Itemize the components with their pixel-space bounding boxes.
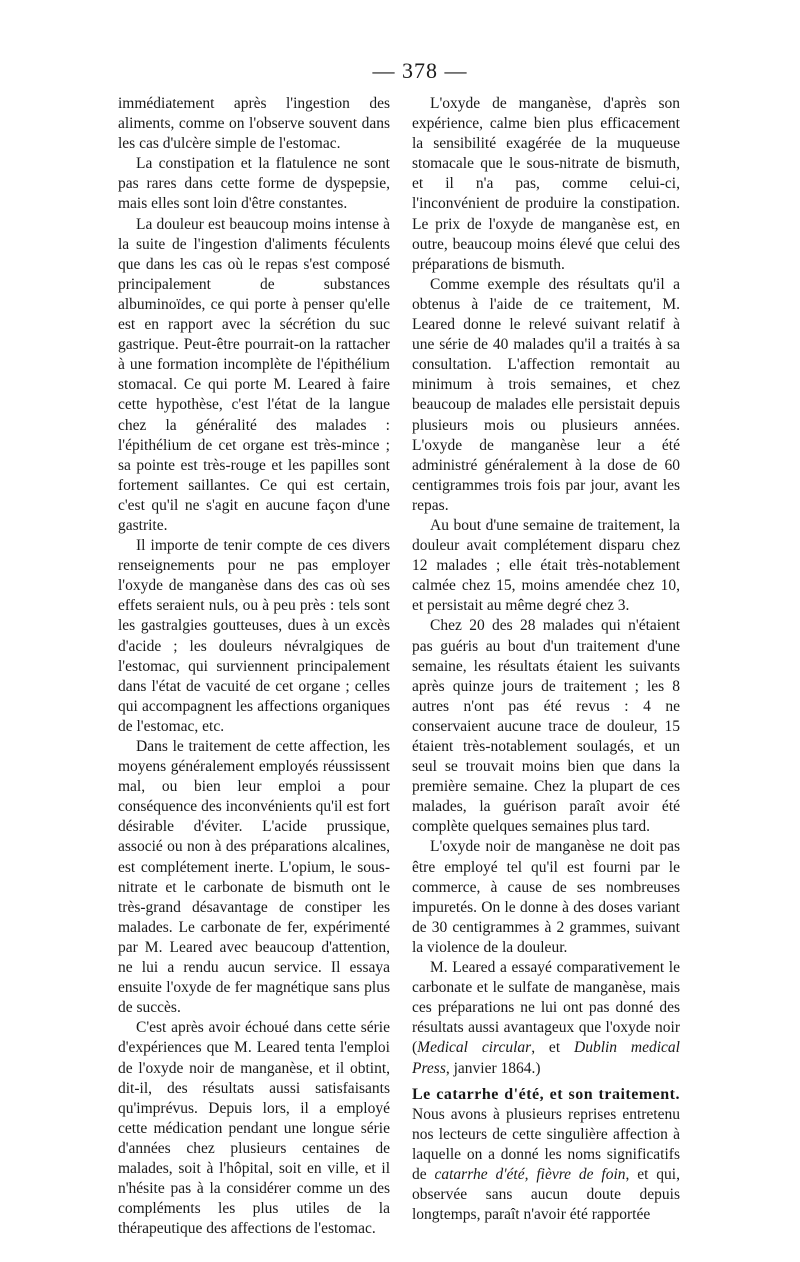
- paragraph: Au bout d'une semaine de traitement, la douleur avait complétement disparu chez 12 malades ; elle était très-notablement calmée chez 15, moins amendée chez 10, et persistait au même degré chez 3.: [412, 516, 680, 615]
- text-span: , et: [531, 1039, 574, 1057]
- paragraph: La douleur est beaucoup moins intense à la suite de l'ingestion d'aliments féculents que dans les cas où le repas s'est composé principalement de substances albuminoïdes, ce qui porte à penser qu'elle est en rapport avec la sécrétion du suc gastrique. Peut-être pourrait-on la rattacher à une formation incomplète de l'épithélium stomacal. Ce qui porte M. Leared à faire cette hypothèse, c'est l'état de la langue chez la généralité des malades : l'épithélium de cet organe est très-mince ; sa pointe est très-rouge et les papilles sont fortement saillantes. Ce qui est certain, c'est qu'il ne s'agit en aucune façon d'une gastrite.: [118, 215, 390, 534]
- paragraph: La constipation et la flatulence ne sont pas rares dans cette forme de dyspepsie, mais elles sont loin d'être constantes.: [118, 155, 390, 213]
- text-span: , janvier 1864.): [445, 1059, 541, 1077]
- paragraph: L'oxyde de manganèse, d'après son expérience, calme bien plus efficacement la sensibilité exagérée de la muqueuse stomacale que le sous-nitrate de bismuth, et il n'a pas, comme celui-ci, l'inconvénient de produire la constipation. Le prix de l'oxyde de manganèse est, en outre, beaucoup moins élevé que celui des préparations de bismuth.: [412, 95, 680, 273]
- paragraph: Dans le traitement de cette affection, les moyens généralement employés réussissent mal, ou bien leur emploi a pour conséquence des inconvénients qu'il est fort désirable d'éviter. L'acide prussique, associé ou non à des préparations alcalines, est complétement inerte. L'opium, le sous-nitrate et le carbonate de bismuth ont le très-grand désavantage de constiper les malades. Le carbonate de fer, expérimenté par M. Leared avec beaucoup d'attention, ne lui a rendu aucun service. Il essaya ensuite l'oxyde de fer magnétique sans plus de succès.: [118, 738, 390, 1017]
- italic-term: catarrhe d'été, fièvre de foin: [434, 1165, 626, 1183]
- paragraph: Il importe de tenir compte de ces divers renseignements pour ne pas employer l'oxyde de manganèse dans des cas où ses effets seraient nuls, ou à peu près : tels sont les gastralgies goutteuses, dues à un excès d'acide ; les douleurs névralgiques de l'estomac, qui surviennent principalement dans l'état de vacuité de cet organe ; celles qui accompagnent les affections organiques de l'estomac, etc.: [118, 537, 390, 735]
- section-heading: Le catarrhe d'été, et son traitement.: [412, 1085, 680, 1103]
- citation-title: Medical circular: [417, 1039, 532, 1057]
- citation-title: Dublin medical Press: [412, 1039, 680, 1077]
- left-column: [118, 94, 390, 1239]
- text-span: , et qui, observée sans aucun doute depuis longtemps, paraît n'avoir été rapportée: [412, 1165, 680, 1224]
- paragraph: Comme exemple des résultats qu'il a obtenus à l'aide de ce traitement, M. Leared donne le relevé suivant relatif à une série de 40 malades qu'il a traités à sa consultation. L'affection remontait au minimum à trois semaines, et chez beaucoup de malades elle persistait depuis plusieurs mois ou plusieurs années. L'oxyde de manganèse leur a été administré généralement à la dose de 60 centigrammes trois fois par jour, avant les repas.: [412, 275, 680, 514]
- text-span: Nous avons à plusieurs reprises entretenu nos lecteurs de cette singulière affection à laquelle on a donné les noms significatifs de: [412, 1105, 680, 1183]
- right-column: [412, 94, 680, 1225]
- paragraph: L'oxyde noir de manganèse ne doit pas être employé tel qu'il est fourni par le commerce, à cause de ses nombreuses impuretés. On le donne à des doses variant de 30 centigrammes à 2 grammes, suivant la violence de la douleur.: [412, 838, 680, 956]
- paragraph: C'est après avoir échoué dans cette série d'expériences que M. Leared tenta l'emploi de l'oxyde noir de manganèse, et il obtint, dit-il, des résultats aussi satisfaisants qu'imprévus. Depuis lors, il a employé cette médication pendant une longue série d'années chez plusieurs centaines de malades, soit à l'hôpital, soit en ville, et il n'hésite pas à la considérer comme un des compléments les plus utiles de la thérapeutique des affections de l'estomac.: [118, 1019, 390, 1238]
- section-paragraph: [412, 1085, 680, 1226]
- paragraph: Chez 20 des 28 malades qui n'étaient pas guéris au bout d'un traitement d'une semaine, les résultats étaient les suivants après quinze jours de traitement ; les 8 autres n'ont pas été revus : 4 ne conservaient aucune trace de douleur, 15 étaient très-notablement soulagés, et un seul se trouvait moins bien que dans la première semaine. Chez la plupart de ces malades, la guérison paraît avoir été complète quelques semaines plus tard.: [412, 617, 680, 836]
- paragraph-with-citation: [412, 958, 680, 1079]
- text-span: M. Leared a essayé comparativement le carbonate et le sulfate de manganèse, mais ces préparations ne lui ont pas donné des résultats aussi avantageux que l'oxyde noir (: [412, 959, 680, 1057]
- paragraph: immédiatement après l'ingestion des aliments, comme on l'observe souvent dans les cas d'ulcère simple de l'estomac.: [118, 95, 390, 153]
- page-number: — 378 —: [372, 58, 468, 83]
